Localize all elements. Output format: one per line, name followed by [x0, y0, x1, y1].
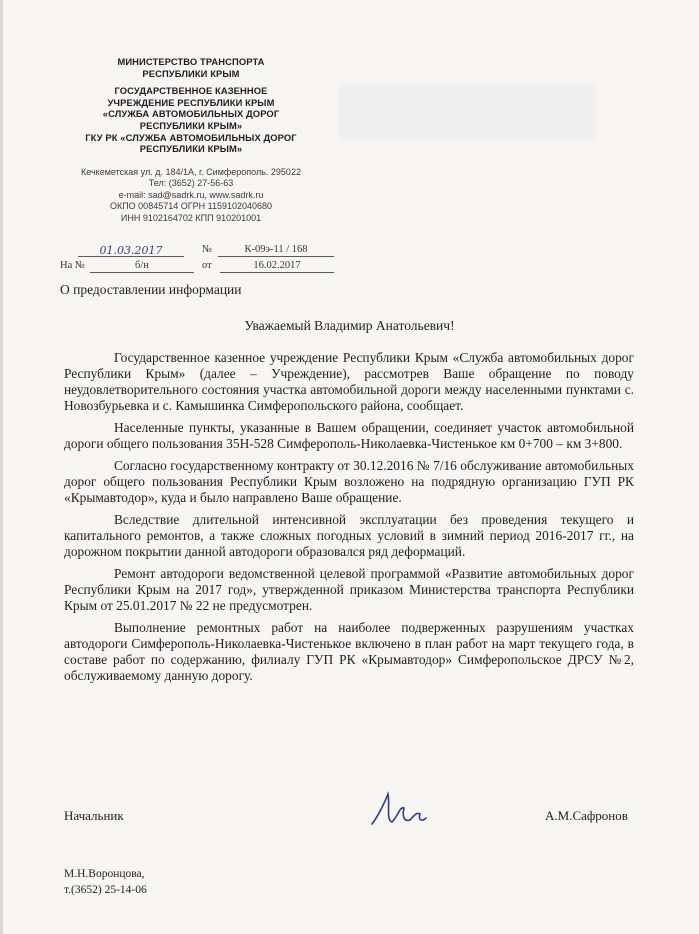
executor-block — [64, 866, 147, 898]
outgoing-number: К-09э-11 / 168 — [218, 244, 334, 257]
signature-stroke — [372, 794, 426, 824]
redacted-addressee — [338, 84, 596, 140]
executor-phone: т.(3652) 25-14-06 — [64, 884, 147, 896]
subject: О предоставлении информации — [60, 282, 242, 297]
greeting: Уважаемый Владимир Анатольевич! — [244, 318, 455, 333]
okpo-ogrn: ОКПО 00845714 ОГРН 1159102040680 — [109, 201, 273, 212]
inn-kpp: ИНН 9102164702 КПП 910201001 — [120, 212, 262, 223]
executor-name: М.Н.Воронцова, — [64, 868, 145, 880]
outgoing-number-label: № — [202, 244, 213, 255]
signer-name: А.М.Сафронов — [545, 808, 628, 823]
signer-title: Начальник — [64, 808, 124, 823]
ministry-line-2: РЕСПУБЛИКИ КРЫМ — [142, 67, 240, 79]
body-paragraph: Согласно государственному контракту от 30.12.2016 № 7/16 обслуживание автомобильных дорог общего пользования Республики Крым возложено на подрядную организацию ГУП РК «Крымавтодор», куда и было направлено Ваше обращение. — [64, 458, 634, 505]
institution-line-4: РЕСПУБЛИКИ КРЫМ» — [139, 119, 243, 131]
body-paragraph: Населенные пункты, указанные в Вашем обращении, соединяет участок автомобильной дороги общего пользования 35Н-528 Симферополь-Николаевка-Чистенькое км 0+700 – км 3+800. — [64, 420, 634, 451]
reference-date: 16.02.2017 — [220, 260, 334, 273]
ministry-line-1: МИНИСТЕРСТВО ТРАНСПОРТА — [117, 56, 265, 67]
reference-date-label: от — [202, 260, 212, 271]
reference-number: б/н — [90, 260, 194, 273]
scan-edge — [0, 0, 3, 934]
body-paragraph: Вследствие длительной интенсивной эксплуатации без проведения текущего и капитального ремонтов, а также сложных погодных условий в зимний период 2016-2017 гг., на дорожном покрытии данной автодороги образовался ряд деформаций. — [64, 512, 634, 559]
body-paragraph: Выполнение ремонтных работ на наиболее подверженных разрушениям участках автодороги Симферополь-Николаевка-Чистенькое включено в план работ на март текущего года, в составе работ по содержанию, филиалу ГУП РК «Крымавтодор» Симферопольское ДРСУ №2, обслуживаемому данную дорогу. — [64, 620, 634, 683]
letterhead — [60, 56, 322, 224]
address: Кечкеметская ул. д. 184/1А, г. Симферополь. 295022 — [81, 166, 301, 177]
institution-line-3: «СЛУЖБА АВТОМОБИЛЬНЫХ ДОРОГ — [102, 108, 280, 120]
institution-line-5: ГКУ РК «СЛУЖБА АВТОМОБИЛЬНЫХ ДОРОГ — [85, 131, 297, 143]
reference-line — [60, 260, 340, 274]
phone: Тел: (3652) 27-56-63 — [148, 178, 234, 189]
institution-line-6: РЕСПУБЛИКИ КРЫМ» — [139, 143, 243, 155]
institution-line-2: УЧРЕЖДЕНИЕ РЕСПУБЛИКИ КРЫМ — [107, 96, 275, 108]
signature — [368, 786, 428, 836]
outgoing-date: 01.03.2017 — [78, 244, 184, 257]
letter-body — [64, 350, 634, 690]
email: e-mail: sad@sadrk.ru, www.sadrk.ru — [118, 189, 264, 200]
body-paragraph: Ремонт автодороги ведомственной целевой программой «Развитие автомобильных дорог Республики Крым на 2017 год», утвержденной приказом Министерства транспорта Республики Крым от 25.01.2017 № 22 не предусмотрен. — [64, 566, 634, 613]
body-paragraph: Государственное казенное учреждение Республики Крым «Служба автомобильных дорог Республики Крым» (далее – Учреждение), рассмотрев Ваше обращение по поводу неудовлетворительного состояния участка автомобильной дороги между населенными пунктами с. Новозбурьевка и с. Камышинка Симферопольского района, сообщает. — [64, 350, 634, 413]
reference-prefix: На № — [60, 260, 85, 271]
letterhead-contacts — [60, 167, 322, 225]
outgoing-line — [60, 244, 340, 258]
institution-line-1: ГОСУДАРСТВЕННОЕ КАЗЕННОЕ — [114, 85, 268, 97]
